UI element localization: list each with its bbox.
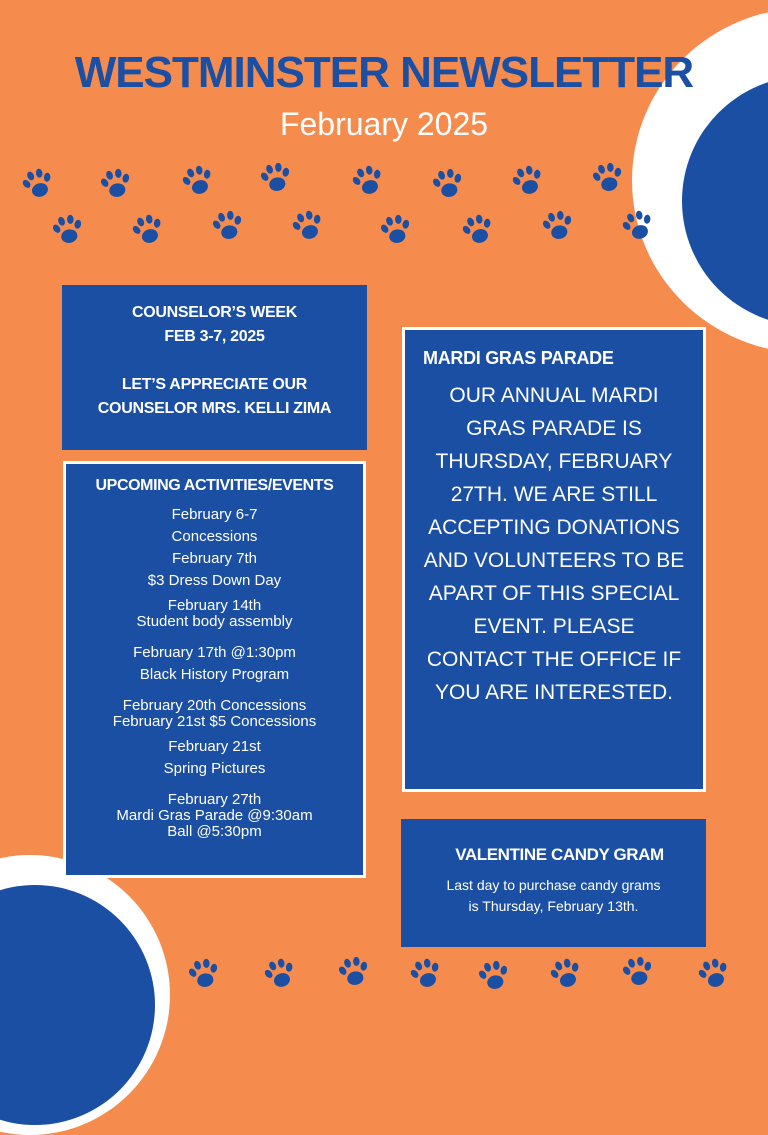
paw-print-icon <box>183 953 226 996</box>
newsletter-title: WESTMINSTER NEWSLETTER <box>74 48 694 97</box>
paw-print-icon <box>375 209 418 252</box>
counselor-week-dates: FEB 3-7, 2025 <box>164 328 265 345</box>
paw-print-icon <box>333 951 376 994</box>
event-item: Spring Pictures <box>163 760 266 777</box>
counselor-appreciation-line1: LET’S APPRECIATE OUR <box>121 376 308 393</box>
mardi-gras-box <box>402 327 706 792</box>
paw-print-icon <box>175 158 220 203</box>
paw-print-icon <box>403 951 448 996</box>
paw-print-icon <box>285 203 330 248</box>
counselor-appreciation-line2: COUNSELOR MRS. KELLI ZIMA <box>97 400 332 417</box>
candy-gram-box <box>401 819 706 947</box>
paw-print-icon <box>473 955 516 998</box>
counselor-week-title: COUNSELOR’S WEEK <box>132 304 297 321</box>
paw-print-icon <box>47 209 90 252</box>
event-item: February 21st <box>168 738 261 755</box>
paw-print-icon <box>427 163 470 206</box>
paw-print-icon <box>207 205 250 248</box>
paw-print-icon <box>617 951 660 994</box>
paw-print-icon <box>505 158 550 203</box>
mardi-gras-heading: MARDI GRAS PARADE <box>423 348 614 368</box>
event-item: February 14th <box>167 597 262 614</box>
event-item: February 21st $5 Concessions <box>112 713 317 730</box>
upcoming-events-heading: UPCOMING ACTIVITIES/EVENTS <box>95 477 334 494</box>
event-item: Mardi Gras Parade @9:30am <box>116 807 313 824</box>
event-item: February 7th <box>171 550 258 567</box>
event-item: $3 Dress Down Day <box>147 572 282 589</box>
paw-print-icon <box>95 163 138 206</box>
paw-print-icon <box>125 207 170 252</box>
paw-print-icon <box>587 157 630 200</box>
paw-print-icon <box>543 951 588 996</box>
paw-print-icon <box>15 161 60 206</box>
candy-gram-body: Last day to purchase candy grams is Thursday, February 13th. <box>446 877 661 914</box>
event-item: February 27th <box>167 791 262 808</box>
paw-print-icon <box>257 951 302 996</box>
candy-gram-heading: VALENTINE CANDY GRAM <box>455 845 664 864</box>
event-item: Concessions <box>171 528 258 545</box>
paw-print-icon <box>537 205 580 248</box>
event-item: February 6-7 <box>171 506 258 523</box>
event-item: Black History Program <box>139 666 290 683</box>
event-item: Student body assembly <box>136 613 293 630</box>
mardi-gras-body: OUR ANNUAL MARDI GRAS PARADE IS THURSDAY, FEBRUARY 27TH. WE ARE STILL ACCEPTING DONATIONS AND VOLUNTEERS TO BE APART OF THIS SPECIAL EVENT. PLEASE CONTACT THE OFFICE IF YOU ARE INTERESTED. <box>423 384 685 704</box>
paw-print-icon <box>345 158 390 203</box>
paw-print-icon <box>691 951 736 996</box>
counselor-week-box <box>62 285 367 450</box>
upcoming-events-box <box>63 461 366 878</box>
paw-print-icon <box>455 207 500 252</box>
paw-print-icon <box>255 157 298 200</box>
newsletter-date: February 2025 <box>279 106 489 142</box>
event-item: Ball @5:30pm <box>167 823 262 840</box>
event-item: February 17th @1:30pm <box>133 644 296 661</box>
event-item: February 20th Concessions <box>122 697 307 714</box>
